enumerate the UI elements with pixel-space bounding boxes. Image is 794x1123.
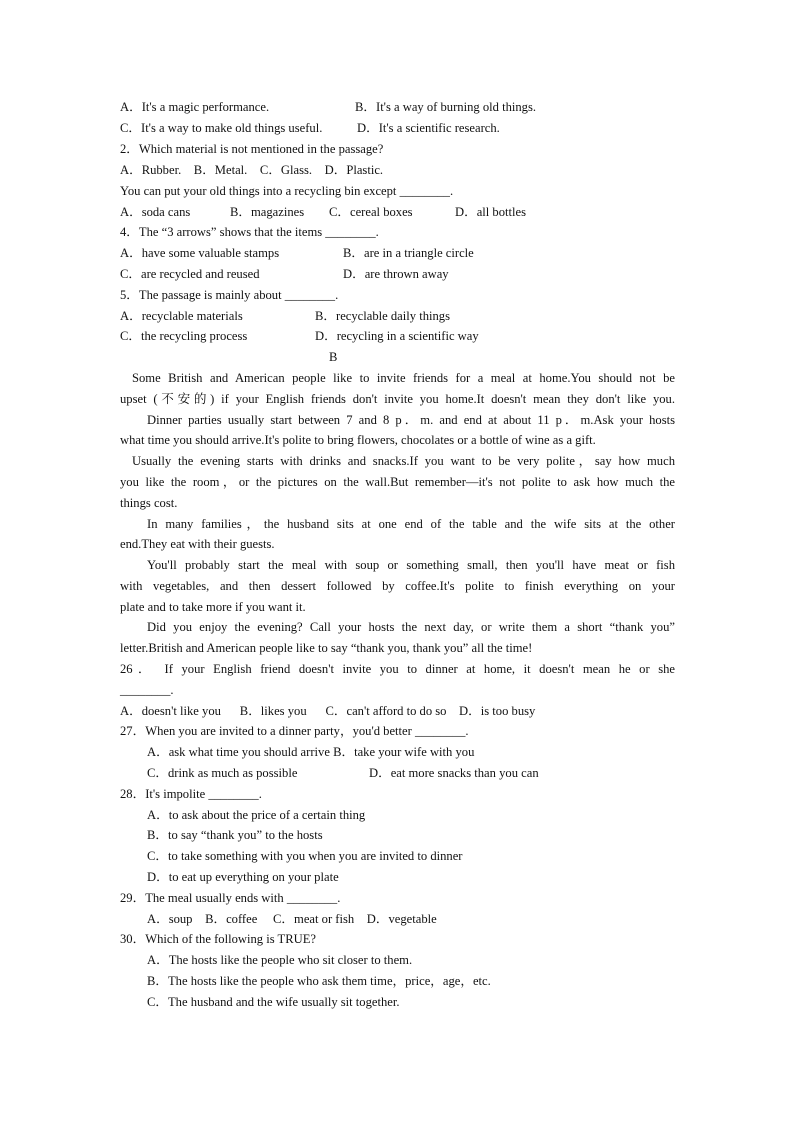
q30-stem: 30．Which of the following is TRUE? bbox=[120, 932, 316, 946]
q4-option-a: A．have some valuable stamps bbox=[120, 246, 280, 260]
q1-option-c: C．It's a way to make old things useful. bbox=[120, 121, 323, 135]
passage-line: In many families，the husband sits at one end of the table and the wife sits at the other bbox=[147, 517, 675, 531]
q29-options: A．soup B．coffee C．meat or fish D．vegetable bbox=[147, 912, 437, 926]
passage-line: You'll probably start the meal with soup or something small, then you'll have meat or fish bbox=[147, 558, 675, 572]
passage-line: what time you should arrive.It's polite to bring flowers, chocolates or a bottle of wine as a gift. bbox=[120, 433, 596, 447]
q28-option-b: B．to say “thank you” to the hosts bbox=[147, 828, 323, 842]
q3-option-c: C．cereal boxes bbox=[329, 205, 413, 219]
passage-line: Some British and American people like to invite friends for a meal at home.You should not be bbox=[132, 371, 675, 385]
q2-options: A．Rubber. B．Metal. C．Glass. D．Plastic. bbox=[120, 163, 384, 177]
q28-option-d: D．to eat up everything on your plate bbox=[147, 870, 339, 884]
q1-option-d: D．It's a scientific research. bbox=[357, 121, 500, 135]
q3-option-d: D．all bottles bbox=[455, 205, 527, 219]
q5-option-c: C．the recycling process bbox=[120, 329, 248, 343]
q26-stem: 26． If your English friend doesn't invite you to dinner at home, it doesn't mean he or she bbox=[120, 662, 675, 676]
q5-option-a: A．recyclable materials bbox=[120, 309, 243, 323]
q4-option-c: C．are recycled and reused bbox=[120, 267, 260, 281]
q3-option-a: A．soda cans bbox=[120, 205, 191, 219]
q5-option-d: D．recycling in a scientific way bbox=[315, 329, 479, 343]
passage-line: letter.British and American people like to say “thank you, thank you” all the time! bbox=[120, 641, 533, 655]
q3-stem: You can put your old things into a recycling bin except ________. bbox=[120, 184, 454, 198]
passage-line: end.They eat with their guests. bbox=[120, 537, 275, 551]
q5-option-b: B．recyclable daily things bbox=[315, 309, 450, 323]
q28-option-a: A．to ask about the price of a certain thing bbox=[147, 808, 366, 822]
passage-line: Did you enjoy the evening? Call your hosts the next day, or write them a short “thank you” bbox=[147, 620, 675, 634]
q27-options-ab: A．ask what time you should arrive B．take your wife with you bbox=[147, 745, 475, 759]
passage-line: Usually the evening starts with drinks and snacks.If you want to be very polite，say how much bbox=[132, 454, 675, 468]
passage-line: plate and to take more if you want it. bbox=[120, 600, 306, 614]
q2-stem: 2．Which material is not mentioned in the passage? bbox=[120, 142, 384, 156]
q30-option-a: A．The hosts like the people who sit closer to them. bbox=[147, 953, 413, 967]
q26-blank: ________. bbox=[120, 683, 174, 697]
q27-option-d: D．eat more snacks than you can bbox=[369, 766, 539, 780]
q30-option-b: B．The hosts like the people who ask them time，price，age，etc. bbox=[147, 974, 491, 988]
q26-options: A．doesn't like you B．likes you C．can't afford to do so D．is too busy bbox=[120, 704, 536, 718]
q4-option-d: D．are thrown away bbox=[343, 267, 449, 281]
passage-line: upset (不安的) if your English friends don't invite you home.It doesn't mean they don't like you. bbox=[120, 392, 675, 406]
q27-stem: 27．When you are invited to a dinner party，you'd better ________. bbox=[120, 724, 469, 738]
passage-line: things cost. bbox=[120, 496, 178, 510]
passage-line: you like the room，or the pictures on the wall.But remember—it's not polite to ask how much the bbox=[120, 475, 675, 489]
q30-option-c: C．The husband and the wife usually sit together. bbox=[147, 995, 400, 1009]
q1-option-b: B．It's a way of burning old things. bbox=[355, 100, 537, 114]
q28-stem: 28．It's impolite ________. bbox=[120, 787, 262, 801]
q5-stem: 5．The passage is mainly about ________. bbox=[120, 288, 339, 302]
q29-stem: 29．The meal usually ends with ________. bbox=[120, 891, 341, 905]
passage-line: Dinner parties usually start between 7 and 8 p．m. and end at about 11 p．m.Ask your hosts bbox=[147, 413, 675, 427]
q3-option-b: B．magazines bbox=[230, 205, 305, 219]
passage-line: with vegetables, and then dessert followed by coffee.It's polite to finish everything on your bbox=[120, 579, 675, 593]
q4-stem: 4．The “3 arrows” shows that the items ________. bbox=[120, 225, 379, 239]
q27-option-c: C．drink as much as possible bbox=[147, 766, 298, 780]
q28-option-c: C．to take something with you when you are invited to dinner bbox=[147, 849, 463, 863]
q4-option-b: B．are in a triangle circle bbox=[343, 246, 474, 260]
section-b-heading: B bbox=[329, 350, 338, 364]
q1-option-a: A．It's a magic performance. bbox=[120, 100, 270, 114]
